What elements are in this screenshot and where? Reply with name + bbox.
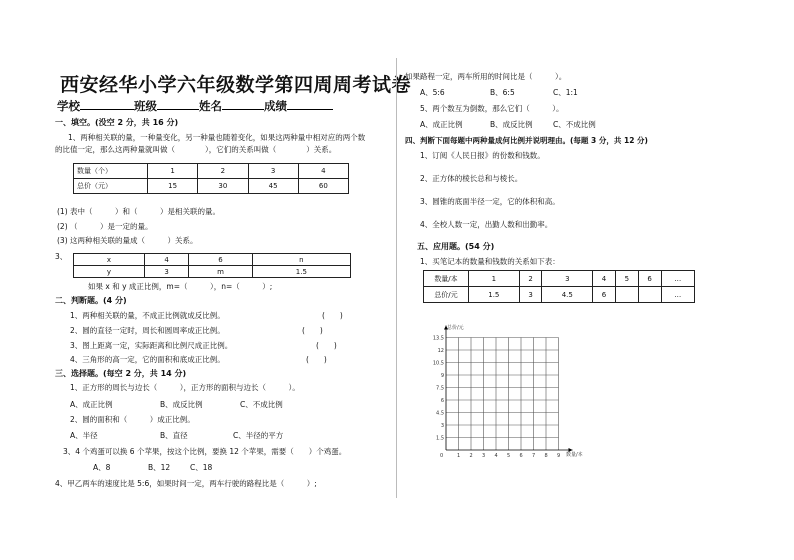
table-cell: n — [252, 254, 350, 266]
s1-q1-text: 1、两种相关联的量，一种量变化，另一种量也随着变化，如果这两种量中相对应的两个数 — [68, 133, 366, 142]
section-4-heading: 四、判断下面每题中两种量成何比例并说明理由。(每题 3 分，共 12 分) — [405, 136, 648, 145]
table-cell: 4 — [298, 164, 348, 179]
student-info — [57, 97, 333, 114]
s1-sub-q3: (3) 这两种相关联的量成（ ）关系。 — [57, 236, 198, 245]
s4-item-2: 2、正方体的棱长总和与棱长。 — [420, 174, 523, 183]
table-cell: 30 — [198, 179, 248, 194]
s2-paren-4: ( ) — [306, 355, 327, 364]
s4-item-3: 3、圆锥的底面半径一定，它的体积和高。 — [420, 197, 560, 206]
origin-label: 0 — [440, 453, 444, 459]
table-cell: 总价（元） — [74, 179, 148, 194]
y-tick-label: 9 — [440, 373, 444, 379]
table-cell: 1 — [148, 164, 198, 179]
s3-q1-opt-a: A、成正比例 — [70, 400, 113, 409]
s3-q2-opt-b: B、直径 — [160, 431, 188, 440]
section-1-heading: 一、填空。(没空 2 分，共 16 分) — [55, 118, 179, 127]
s3-q3: 3、4 个鸡蛋可以换 6 个苹果，按这个比例，要换 12 个苹果，需要（ ）个鸡蛋。 — [63, 447, 347, 456]
table-cell: 6 — [189, 254, 252, 266]
name-blank[interactable] — [222, 97, 264, 110]
s3-q2-opt-c: C、半径的平方 — [233, 431, 284, 440]
page-title: 西安经华小学六年级数学第四周周考试卷 — [60, 74, 412, 96]
s1-q1-text-2: 的比值一定，那么这两种量就叫做（ ），它们的关系叫做（ ）关系。 — [55, 145, 337, 154]
table-cell: 5 — [615, 271, 638, 287]
class-label: 班级 — [134, 99, 157, 113]
y-tick-label: 12 — [437, 348, 444, 354]
table-cell: 4 — [145, 254, 189, 266]
table-row — [74, 254, 351, 266]
grid-lines — [446, 338, 559, 451]
table-cell: x — [74, 254, 145, 266]
s3-q1-opt-c: C、不成比例 — [240, 400, 283, 409]
x-tick-label: 6 — [519, 453, 523, 459]
school-label: 学校 — [57, 99, 80, 113]
s1-q3-number: 3、 — [55, 252, 68, 261]
s3-q5: 5、两个数互为倒数，那么它们（ ）。 — [420, 104, 564, 113]
tick-labels — [433, 336, 560, 460]
table-cell: 3 — [248, 164, 298, 179]
s3-q3-opt-b: B、12 — [148, 463, 171, 472]
s3-q4-opt-a: A、5:6 — [420, 88, 445, 97]
school-blank[interactable] — [80, 97, 134, 110]
table-cell: … — [661, 271, 694, 287]
table-cell: 15 — [148, 179, 198, 194]
table-cell: 1.5 — [252, 266, 350, 278]
column-divider — [396, 58, 397, 498]
s3-q1: 1、正方形的周长与边长（ ），正方形的面积与边长（ ）。 — [70, 383, 300, 392]
s2-item-3: 3、图上距离一定，实际距离和比例尺成正比例。 — [70, 341, 233, 350]
y-tick-label: 1.5 — [436, 435, 444, 442]
x-tick-label: 4 — [494, 453, 498, 459]
table-cell: … — [661, 287, 694, 303]
table-cell: 3 — [145, 266, 189, 278]
x-tick-label: 7 — [532, 453, 536, 459]
x-axis-label: 数量/本 — [566, 452, 583, 458]
table-cell: 2 — [198, 164, 248, 179]
name-label: 姓名 — [199, 99, 222, 113]
table-cell: 3 — [542, 271, 593, 287]
s3-q3-opt-a: A、8 — [93, 463, 111, 472]
table-cell: y — [74, 266, 145, 278]
table-cell: 1.5 — [469, 287, 520, 303]
table-cell: m — [189, 266, 252, 278]
s3-q2: 2、圆的面积和（ ）成正比例。 — [70, 415, 195, 424]
table-row — [74, 179, 349, 194]
x-tick-label: 8 — [544, 453, 548, 459]
s4-item-4: 4、全校人数一定，出勤人数和出勤率。 — [420, 220, 553, 229]
x-tick-label: 1 — [457, 453, 461, 459]
table-cell: 60 — [298, 179, 348, 194]
s3-q3-opt-c: C、18 — [190, 463, 213, 472]
s4-item-1: 1、订阅《人民日报》的份数和钱数。 — [420, 151, 545, 160]
coordinate-grid-chart[interactable] — [420, 318, 600, 468]
s3-q5-opt-c: C、不成比例 — [553, 120, 596, 129]
table-cell: 4.5 — [542, 287, 593, 303]
table-cell: 6 — [638, 271, 661, 287]
y-tick-label: 7.5 — [436, 385, 444, 392]
s3-q5-opt-b: B、成反比例 — [490, 120, 533, 129]
price-table — [73, 163, 349, 194]
s3-q1-opt-b: B、成反比例 — [160, 400, 203, 409]
table-row — [424, 287, 695, 303]
s3-q5-opt-a: A、成正比例 — [420, 120, 463, 129]
table-row — [74, 266, 351, 278]
notebook-table — [423, 270, 695, 303]
table-cell: 数量（个） — [74, 164, 148, 179]
s3-q4-continued: 如果路程一定，两车所用的时间比是（ ）。 — [405, 72, 567, 81]
table-cell — [615, 287, 638, 303]
s1-sub-q2: (2) （ ）是一定的量。 — [57, 222, 153, 231]
s1-q3-question: 如果 x 和 y 成正比例，m=（ ），n=（ ）; — [88, 282, 273, 291]
s3-q4-opt-b: B、6:5 — [490, 88, 515, 97]
x-tick-label: 9 — [557, 453, 561, 459]
table-row — [424, 271, 695, 287]
table-cell: 4 — [593, 271, 616, 287]
table-cell: 6 — [593, 287, 616, 303]
s2-paren-2: ( ) — [302, 326, 323, 335]
s2-paren-3: ( ) — [316, 341, 337, 350]
s3-q4: 4、甲乙两车的速度比是 5:6，如果时间一定，两车行驶的路程比是（ ）; — [55, 479, 317, 488]
score-blank[interactable] — [287, 97, 333, 110]
table-cell: 总价/元 — [424, 287, 469, 303]
s3-q4-opt-c: C、1:1 — [553, 88, 578, 97]
s3-q2-opt-a: A、半径 — [70, 431, 98, 440]
y-tick-label: 4.5 — [436, 410, 444, 417]
table-cell: 1 — [469, 271, 520, 287]
y-tick-label: 13.5 — [432, 335, 444, 342]
table-cell: 3 — [519, 287, 542, 303]
s5-q1: 1、买笔记本的数量和钱数的关系如下表： — [420, 257, 560, 266]
score-label: 成绩 — [264, 99, 287, 113]
y-tick-label: 3 — [440, 423, 444, 429]
xy-table — [73, 253, 351, 278]
x-tick-label: 2 — [469, 453, 473, 459]
x-tick-label: 5 — [507, 453, 511, 459]
s2-item-1: 1、两种相关联的量，不成正比例就成反比例。 — [70, 311, 225, 320]
s1-sub-q1: (1) 表中（ ）和（ ）是相关联的量。 — [57, 207, 221, 216]
table-cell: 45 — [248, 179, 298, 194]
table-cell: 数量/本 — [424, 271, 469, 287]
table-row — [74, 164, 349, 179]
s2-paren-1: ( ) — [322, 311, 343, 320]
x-tick-label: 3 — [482, 453, 486, 459]
s2-item-2: 2、圆的直径一定时，周长和圆周率成正比例。 — [70, 326, 225, 335]
table-cell: 2 — [519, 271, 542, 287]
section-5-heading: 五、应用题。(54 分) — [417, 242, 495, 251]
y-tick-label: 10.5 — [432, 360, 444, 367]
y-axis-label: 总价/元 — [447, 325, 464, 331]
class-blank[interactable] — [157, 97, 199, 110]
section-3-heading: 三、选择题。(每空 2 分，共 14 分) — [55, 369, 187, 378]
s2-item-4: 4、三角形的高一定，它的面积和底成正比例。 — [70, 355, 225, 364]
y-tick-label: 6 — [440, 398, 444, 404]
section-2-heading: 二、判断题。(4 分) — [55, 296, 127, 305]
table-cell — [638, 287, 661, 303]
